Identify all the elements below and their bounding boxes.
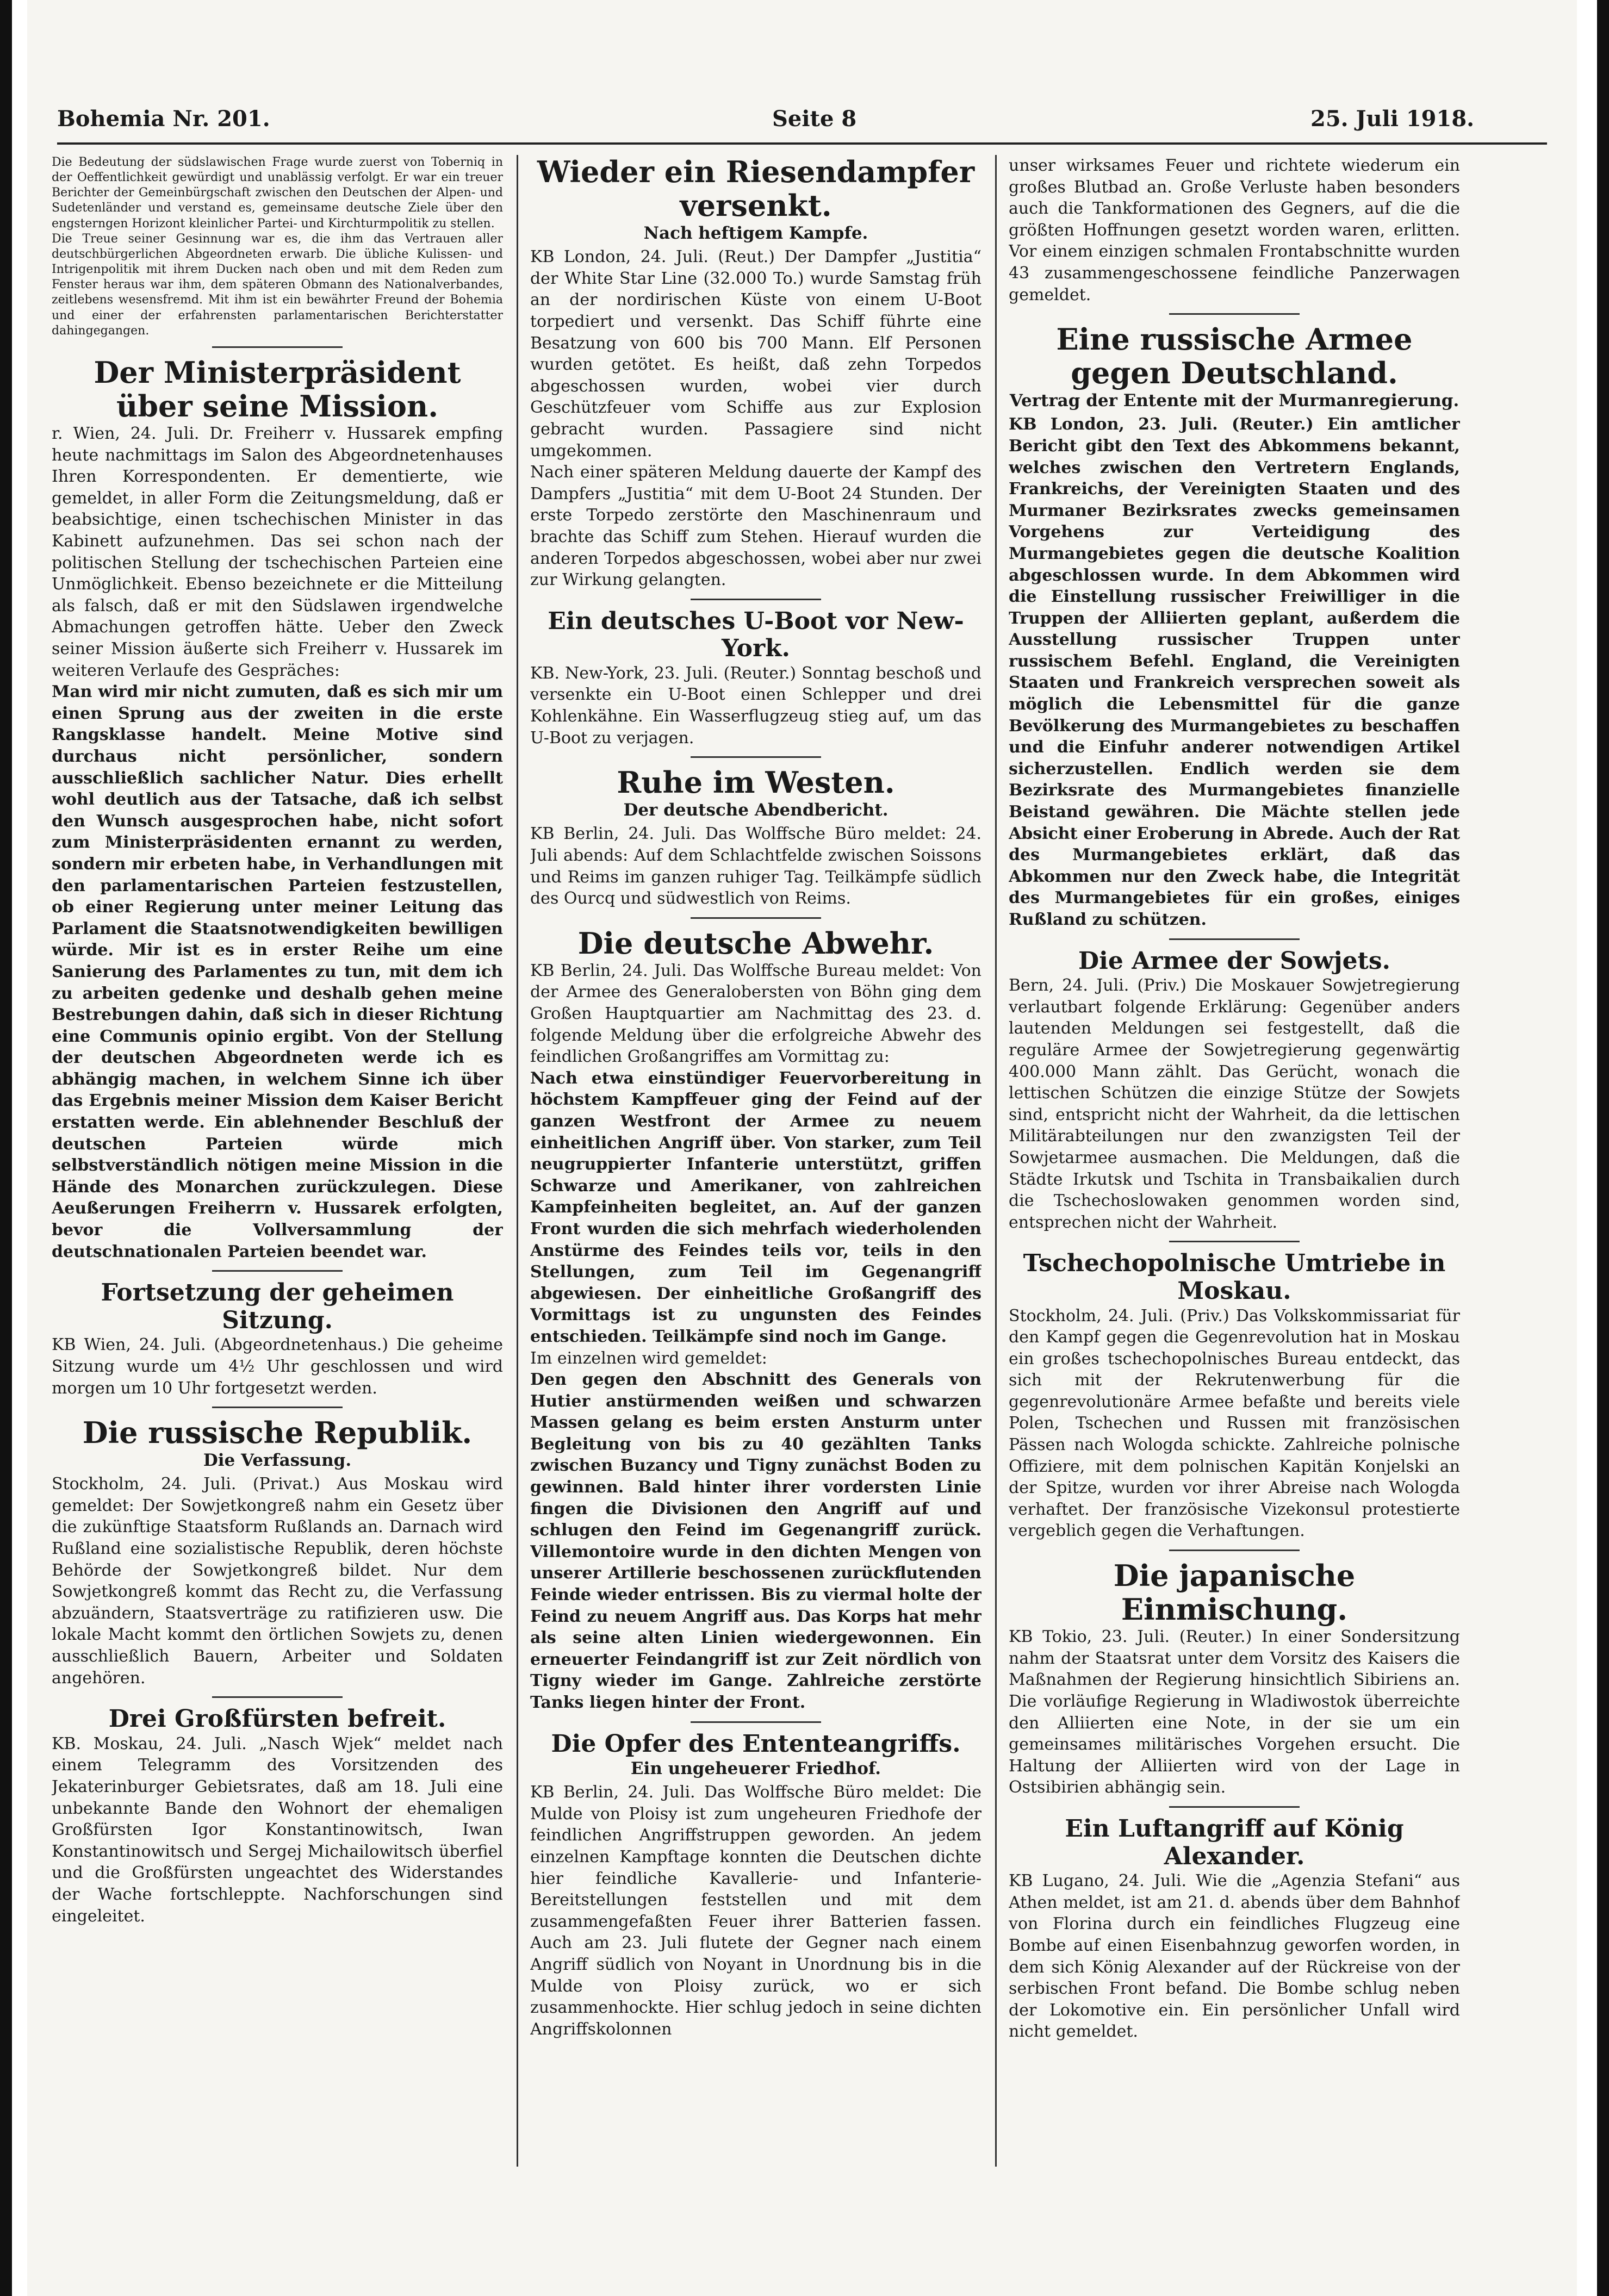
article-divider <box>212 1407 343 1408</box>
article-divider <box>691 1721 821 1723</box>
headline-ruhe-im-westen: Ruhe im Westen. <box>617 765 895 800</box>
article-paragraph: Man wird mir nicht zumuten, daß es sich mir um einen Sprung aus der zweiten in die erste Rangsklasse handelt. Meine Motive sind durchaus nicht persönlicher, sondern ausschließlich sachlicher Natur. Dies erhellt wohl deutlich aus der Tatsache, daß ich selbst den Wunsch ausgesprochen habe, nicht sofort zum Ministerpräsidenten ernannt zu werden, sondern mir erbeten habe, in Verhandlungen mit den parlamentarischen Parteien festzustellen, ob einer Regierung unter meiner Leitung das Parlament die Staatsnotwendigkeiten bewilligen würde. Mir ist es in erster Reihe um eine Sanierung des Parlamentes zu tun, mit dem ich zu arbeiten gedenke und deshalb gehen meine Bestrebungen dahin, daß sich in dieser Richtung eine Communis opinio ergibt. Von der Stellung der deutschen Abgeordneten werde ich es abhängig machen, in welchem Sinne ich über das Ergebnis meiner Mission dem Kaiser Bericht erstatten werde. Ein ablehnender Beschluß der deutschen Parteien würde mich selbstverständlich nötigen meine Mission in die Hände des Monarchen zurückzulegen. Diese Aeußerungen Freiherrn v. Hussarek erfolgten, bevor die Vollversammlung der deutschnationalen Parteien beendet war. <box>52 682 503 1261</box>
article-paragraph: Im einzelnen wird gemeldet: <box>530 1348 767 1368</box>
column-1 <box>52 155 503 2210</box>
intro-note <box>52 155 503 339</box>
article-continuation <box>1009 155 1460 306</box>
masthead-issue: Bohemia Nr. 201. <box>57 106 270 132</box>
article-paragraph: KB London, 24. Juli. (Reut.) Der Dampfer „Justitia“ der White Star Line (32.000 To.) wurde Samstag früh an der nordirischen Küste von einem U-Boot torpediert und versenkt. Das Schiff führte eine Besatzung von 600 bis 700 Mann. Elf Personen wurden getötet. Es heißt, daß zehn Torpedos abgeschossen wurden, wobei vier durch Geschützfeuer vom Schiffe aus zur Explosion gebracht wurden. Passagiere sind nicht umgekommen. <box>530 247 981 461</box>
article-japanische-einmischung <box>1009 1626 1460 1799</box>
subheadline-abendbericht: Der deutsche Abendbericht. <box>623 800 889 820</box>
article-paragraph: KB. New-York, 23. Juli. (Reuter.) Sonntag beschoß und versenkte ein U-Boot einen Schlepper und drei Kohlenkähne. Ein Wasserflugzeug stieg auf, um das U-Boot zu verjagen. <box>530 663 981 748</box>
subheadline-heftigem-kampfe: Nach heftigem Kampfe. <box>643 223 868 244</box>
article-paragraph: Bern, 24. Juli. (Priv.) Die Moskauer Sowjetregierung verlautbart folgende Erklärung: Gegenüber anders lautenden Meldungen sei festgestellt, daß die reguläre Armee der Sowjetregierung gegenwärtig 400.000 Mann zählt. Das Gerücht, wonach die lettischen Schützen die einzige Stütze der Sowjets sind, entspricht nicht der Wahrheit, da die lettischen Militärabteilungen nur den zwanzigsten Teil der Sowjetarmee ausmachen. Die Meldungen, daß die Städte Irkutsk und Tschita in Transbaikalien durch die Tschechoslowaken genommen worden sind, entsprechen nicht der Wahrheit. <box>1009 976 1460 1232</box>
article-paragraph: Nach etwa einstündiger Feuervorbereitung in höchstem Kampffeuer ging der Feind auf der ganzen Westfront der Armee zu neuem einheitlichen Angriff über. Von starker, zum Teil neugruppierter Infanterie unterstützt, griffen Schwarze und Amerikaner, von zahlreichen Kampfeinheiten begleitet, an. Auf der ganzen Front wurden die sich mehrfach wiederholenden Anstürme des Feindes teils vor, teils in den Stellungen, zum Teil im Gegenangriff abgewiesen. Der einheitliche Großangriff des Vormittags ist zu ungunsten des Feindes entschieden. Teilkämpfe sind noch im Gange. <box>530 1068 981 1346</box>
article-divider <box>1169 1806 1300 1808</box>
article-divider <box>212 346 343 348</box>
article-divider <box>1169 938 1300 940</box>
article-paragraph: Nach einer späteren Meldung dauerte der Kampf des Dampfers „Justitia“ mit dem U-Boot 24 Stunden. Der erste Torpedo zerstörte den Maschinenraum und brachte das Schiff zum Stehen. Hierauf wurden die anderen Torpedos abgeschossen, wobei aber nur zwei zur Wirkung gelangten. <box>530 463 981 590</box>
article-russische-armee <box>1009 414 1460 930</box>
article-divider <box>1169 1241 1300 1242</box>
article-paragraph: Stockholm, 24. Juli. (Priv.) Das Volkskommissariat für den Kampf gegen die Gegenrevolution hat in Moskau ein großes tschechopolnisches Bureau entdeckt, das sich mit der Rekrutenwerbung für die gegenrevolutionäre Armee befaßte und bereits viele Polen, Tschechen und Russen mit französischen Pässen nach Wologda schickte. Zahlreiche polnische Offiziere, mit dem polnischen Kapitän Konjelski an der Spitze, wurden vor ihrer Abreise nach Wologda verhaftet. Der französische Vizekonsul protestierte vergeblich gegen die Verhaftungen. <box>1009 1306 1460 1541</box>
article-divider <box>1169 1550 1300 1551</box>
headline-ministerpraesident: Der Ministerpräsident über seine Mission. <box>94 354 461 424</box>
article-paragraph: KB. Moskau, 24. Juli. „Nasch Wjek“ meldet nach einem Telegramm des Vorsitzenden des Jekaterinburger Gebietsrates, daß am 18. Juli eine unbekannte Bande den Wohnort der ehemaligen Großfürsten Igor Konstantinowitsch, Iwan Konstantinowitsch und Sergej Michailowitsch überfiel und die Großfürsten ungeachtet des Widerstandes der Wache fortschleppte. Nachforschungen sind eingeleitet. <box>52 1734 503 1926</box>
newspaper-page <box>27 0 1577 2296</box>
article-paragraph: KB Lugano, 24. Juli. Wie die „Agenzia Stefani“ aus Athen meldet, ist am 21. d. abends über dem Bahnhof von Florina durch ein feindliches Flugzeug eine Bombe auf einen Eisenbahnzug geworfen worden, in dem sich König Alexander auf der Rückreise von der serbischen Front befand. Die Bombe schlug neben der Lokomotive ein. Ein persönlicher Unfall wird nicht gemeldet. <box>1009 1871 1460 2042</box>
headline-riesendampfer: Wieder ein Riesendampfer versenkt. <box>537 155 975 223</box>
article-paragraph: KB London, 23. Juli. (Reuter.) Ein amtlicher Bericht gibt den Text des Abkommens bekannt, welches zwischen den Vertretern Englands, Frankreichs, der Vereinigten Staaten und des Murmaner Bezirksrates zwecks gemeinsamen Vorgehens zur Verteidigung des Murmangebietes gegen die deutsche Koalition abgeschlossen wurde. In dem Abkommen wird die Einstellung russischer Freiwilliger in die Truppen der Alliierten geplant, außerdem die Ausstellung russischer Truppen unter russischem Befehl. England, die Vereinigten Staaten und Frankreich versprechen soweit als möglich die Lebensmittel für die ganze Bevölkerung des Murmangebietes zu beschaffen und die Einfuhr anderer notwendigen Artikel sicherzustellen. Endlich werden sie dem Bezirksrate des Murmangebietes finanzielle Beistand gewähren. Die Mächte stellen jede Absicht einer Eroberung in Abrede. Auch der Rat des Murmangebietes erklärt, daß das Abkommen nur den Zweck habe, die Integrität des Murmangebietes für ein großes, einiges Rußland zu schützen. <box>1009 415 1460 929</box>
article-uboot-new-york <box>530 663 981 749</box>
article-ruhe-im-westen <box>530 823 981 909</box>
headline-geheime-sitzung: Fortsetzung der geheimen Sitzung. <box>101 1279 454 1334</box>
article-opfer-ententeangriff <box>530 1782 981 2040</box>
article-grossfuersten <box>52 1733 503 1927</box>
article-paragraph: unser wirksames Feuer und richtete wiederum ein großes Blutbad an. Große Verluste haben besonders auch die Tankformationen des Gegners, auf die die größten Hoffnungen gesetzt worden waren, erlitten. Vor einem einzigen schmalen Frontabschnitte wurden 43 zusammengeschossene feindliche Panzerwagen gemeldet. <box>1009 156 1460 304</box>
article-divider <box>691 917 821 919</box>
intro-paragraph: Die Bedeutung der südslawischen Frage wurde zuerst von Toberniq in der Oeffentlichkeit gewürdigt und unablässig verfolgt. Er war ein treuer Berichter der Gemeinbürgschaft zwischen den Deutschen der Alpen- und Sudetenländer und verstand es, gemeinsame deutsche Ziele über den engsterngen Horizont kleinlicher Partei- und Kirchturmpolitik zu stellen. <box>52 155 503 231</box>
article-tschechopolnische-umtriebe <box>1009 1305 1460 1542</box>
issue-date: 25. Juli 1918. <box>1310 106 1475 132</box>
column-rule-2 <box>995 155 997 2167</box>
column-rule-1 <box>517 155 518 2167</box>
article-russische-republik <box>52 1473 503 1689</box>
subheadline-friedhof: Ein ungeheuerer Friedhof. <box>630 1759 881 1779</box>
column-2 <box>530 155 981 2210</box>
subheadline-verfassung: Die Verfassung. <box>203 1451 352 1471</box>
article-paragraph: KB Berlin, 24. Juli. Das Wolffsche Bureau meldet: Von der Armee des Generalobersten von Böhn ging dem Großen Hauptquartier am Nachmittag des 23. d. folgende Meldung über die erfolgreiche Abwehr des feindlichen Großangriffes am Vormittag zu: <box>530 961 981 1067</box>
article-armee-sowjets <box>1009 975 1460 1233</box>
article-ministerpraesident <box>52 423 503 1262</box>
article-divider <box>1169 313 1300 315</box>
column-3 <box>1009 155 1460 2210</box>
headline-armee-sowjets: Die Armee der Sowjets. <box>1078 947 1390 975</box>
article-divider <box>691 599 821 600</box>
article-paragraph: KB Berlin, 24. Juli. Das Wolffsche Büro meldet: 24. Juli abends: Auf dem Schlachtfelde zwischen Soissons und Reims im ganzen ruhiger Tag. Teilkämpfe südlich des Ourcq und südwestlich von Reims. <box>530 824 981 909</box>
subheadline-murmanregierung: Vertrag der Entente mit der Murmanregierung. <box>1009 391 1459 411</box>
intro-paragraph-2: Die Treue seiner Gesinnung war es, die ihm das Vertrauen aller deutschbürgerlichen Abgeordneten erwarb. Die übliche Kulissen- und Intrigenpolitik mit ihrem Ducken nach oben und mit dem Reden zum Fenster heraus war ihm, dem späteren Obmann des Nationalverbandes, zeitlebens wesensfremd. Mit ihm ist ein bewährter Freund der Bohemia und einer der erfahrensten parlamentarischen Berichterstatter dahingegangen. <box>52 232 503 338</box>
headline-luftangriff: Ein Luftangriff auf König Alexander. <box>1065 1814 1404 1870</box>
article-paragraph: KB Tokio, 23. Juli. (Reuter.) In einer Sondersitzung nahm der Staatsrat unter dem Vorsitz des Kaisers die Maßnahmen der Regierung hinsichtlich Sibiriens an. Die vorläufige Regierung in Wladiwostok überreichte den Alliierten eine Note, in der sie um ein gemeinsames militärisches Vorgehen ersucht. Die Haltung der Alliierten wird von der Lage in Ostsibirien abhängig sein. <box>1009 1627 1460 1797</box>
scan-right-edge <box>1597 0 1609 2296</box>
headline-deutsche-abwehr: Die deutsche Abwehr. <box>577 925 934 961</box>
article-paragraph: KB Berlin, 24. Juli. Das Wolffsche Büro meldet: Die Mulde von Ploisy ist zum ungeheuren Friedhofe der feindlichen Angriffstruppen geworden. An jedem einzelnen Kampftage konnten die Deutschen dichte hier feindliche Kavallerie- und Infanterie-Bereitstellungen feststellen und mit dem zusammengefaßten Feuer ihrer Batterien fassen. Auch am 23. Juli flutete der Gegner nach einem Angriff südlich von Noyant in Unordnung bis in die Mulde von Ploisy zurück, wo er sich zusammenhockte. Hier schlug jedoch in seine dichten Angriffskolonnen <box>530 1783 981 2039</box>
article-divider <box>212 1696 343 1698</box>
article-geheime-sitzung <box>52 1334 503 1399</box>
headline-grossfuersten: Drei Großfürsten befreit. <box>108 1705 446 1733</box>
article-paragraph: r. Wien, 24. Juli. Dr. Freiherr v. Hussarek empfing heute nachmittags im Salon des Abgeordnetenhauses Ihren Korrespondenten. Er dementierte, wie gemeldet, in aller Form die Zeitungsmeldung, daß er beabsichtige, einen tschechischen Minister in das Kabinett aufzunehmen. Das sei schon nach der politischen Stellung der tschechischen Parteien eine Unmöglichkeit. Ebenso bezeichnete er die Mitteilung als falsch, daß er mit den Südslawen irgendwelche Abmachungen getroffen hätte. Ueber den Zweck seiner Mission äußerte sich Freiherr v. Hussarek im weiteren Verlaufe des Gespräches: <box>52 424 503 680</box>
headline-russische-republik: Die russische Republik. <box>82 1415 473 1451</box>
headline-opfer-ententeangriff: Die Opfer des Ententeangriffs. <box>551 1729 961 1758</box>
article-divider <box>691 756 821 758</box>
article-paragraph: KB Wien, 24. Juli. (Abgeordnetenhaus.) Die geheime Sitzung wurde um 4½ Uhr geschlossen und wird morgen um 10 Uhr fortgesetzt werden. <box>52 1335 503 1398</box>
article-divider <box>212 1270 343 1272</box>
article-paragraph: Den gegen den Abschnitt des Generals von Hutier anstürmenden weißen und schwarzen Massen gelang es beim ersten Ansturm unter Begleitung von bis zu 40 gezählten Tanks zwischen Buzancy und Tigny zunächst Boden zu gewinnen. Bald hinter ihrer vordersten Linie fingen die Divisionen den Angriff auf und schlugen den Feind im Gegenangriff zurück. Villemontoire wurde in den dichten Mengen von unserer Artillerie beschossenen zurückflutenden Feinde wieder entrissen. Bis zu viermal holte der Feind zu neuem Angriff aus. Das Korps hat mehr als seine alten Linien wiedergewonnen. Ein erneuerter Feindangriff ist zur Zeit nördlich von Tigny wieder im Gange. Zahlreiche zerstörte Tanks liegen hinter der Front. <box>530 1370 981 1712</box>
headline-tschechopolnische-umtriebe: Tschechopolnische Umtriebe in Moskau. <box>1023 1249 1446 1305</box>
article-paragraph: Stockholm, 24. Juli. (Privat.) Aus Moskau wird gemeldet: Der Sowjetkongreß nahm ein Gesetz über die zukünftige Staatsform Rußlands an. Darnach wird Rußland eine sozialistische Republik, deren höchste Behörde der Sowjetkongreß bildet. Nur dem Sowjetkongreß kommt das Recht zu, die Verfassung abzuändern, Staatsverträge zu ratifizieren usw. Die lokale Macht kommt den örtlichen Sowjets zu, denen ausschließlich Bauern, Arbeiter und Soldaten angehören. <box>52 1474 503 1688</box>
header-rule <box>57 142 1547 145</box>
scan-left-edge <box>0 0 12 2296</box>
article-deutsche-abwehr <box>530 960 981 1714</box>
headline-russische-armee: Eine russische Armee gegen Deutschland. <box>1056 322 1413 391</box>
page-number: Seite 8 <box>772 106 857 132</box>
headline-japanische-einmischung: Die japanische Einmischung. <box>1113 1558 1356 1627</box>
article-luftangriff <box>1009 1870 1460 2043</box>
headline-uboot-new-york: Ein deutsches U-Boot vor New-York. <box>548 607 964 663</box>
article-riesendampfer <box>530 246 981 591</box>
